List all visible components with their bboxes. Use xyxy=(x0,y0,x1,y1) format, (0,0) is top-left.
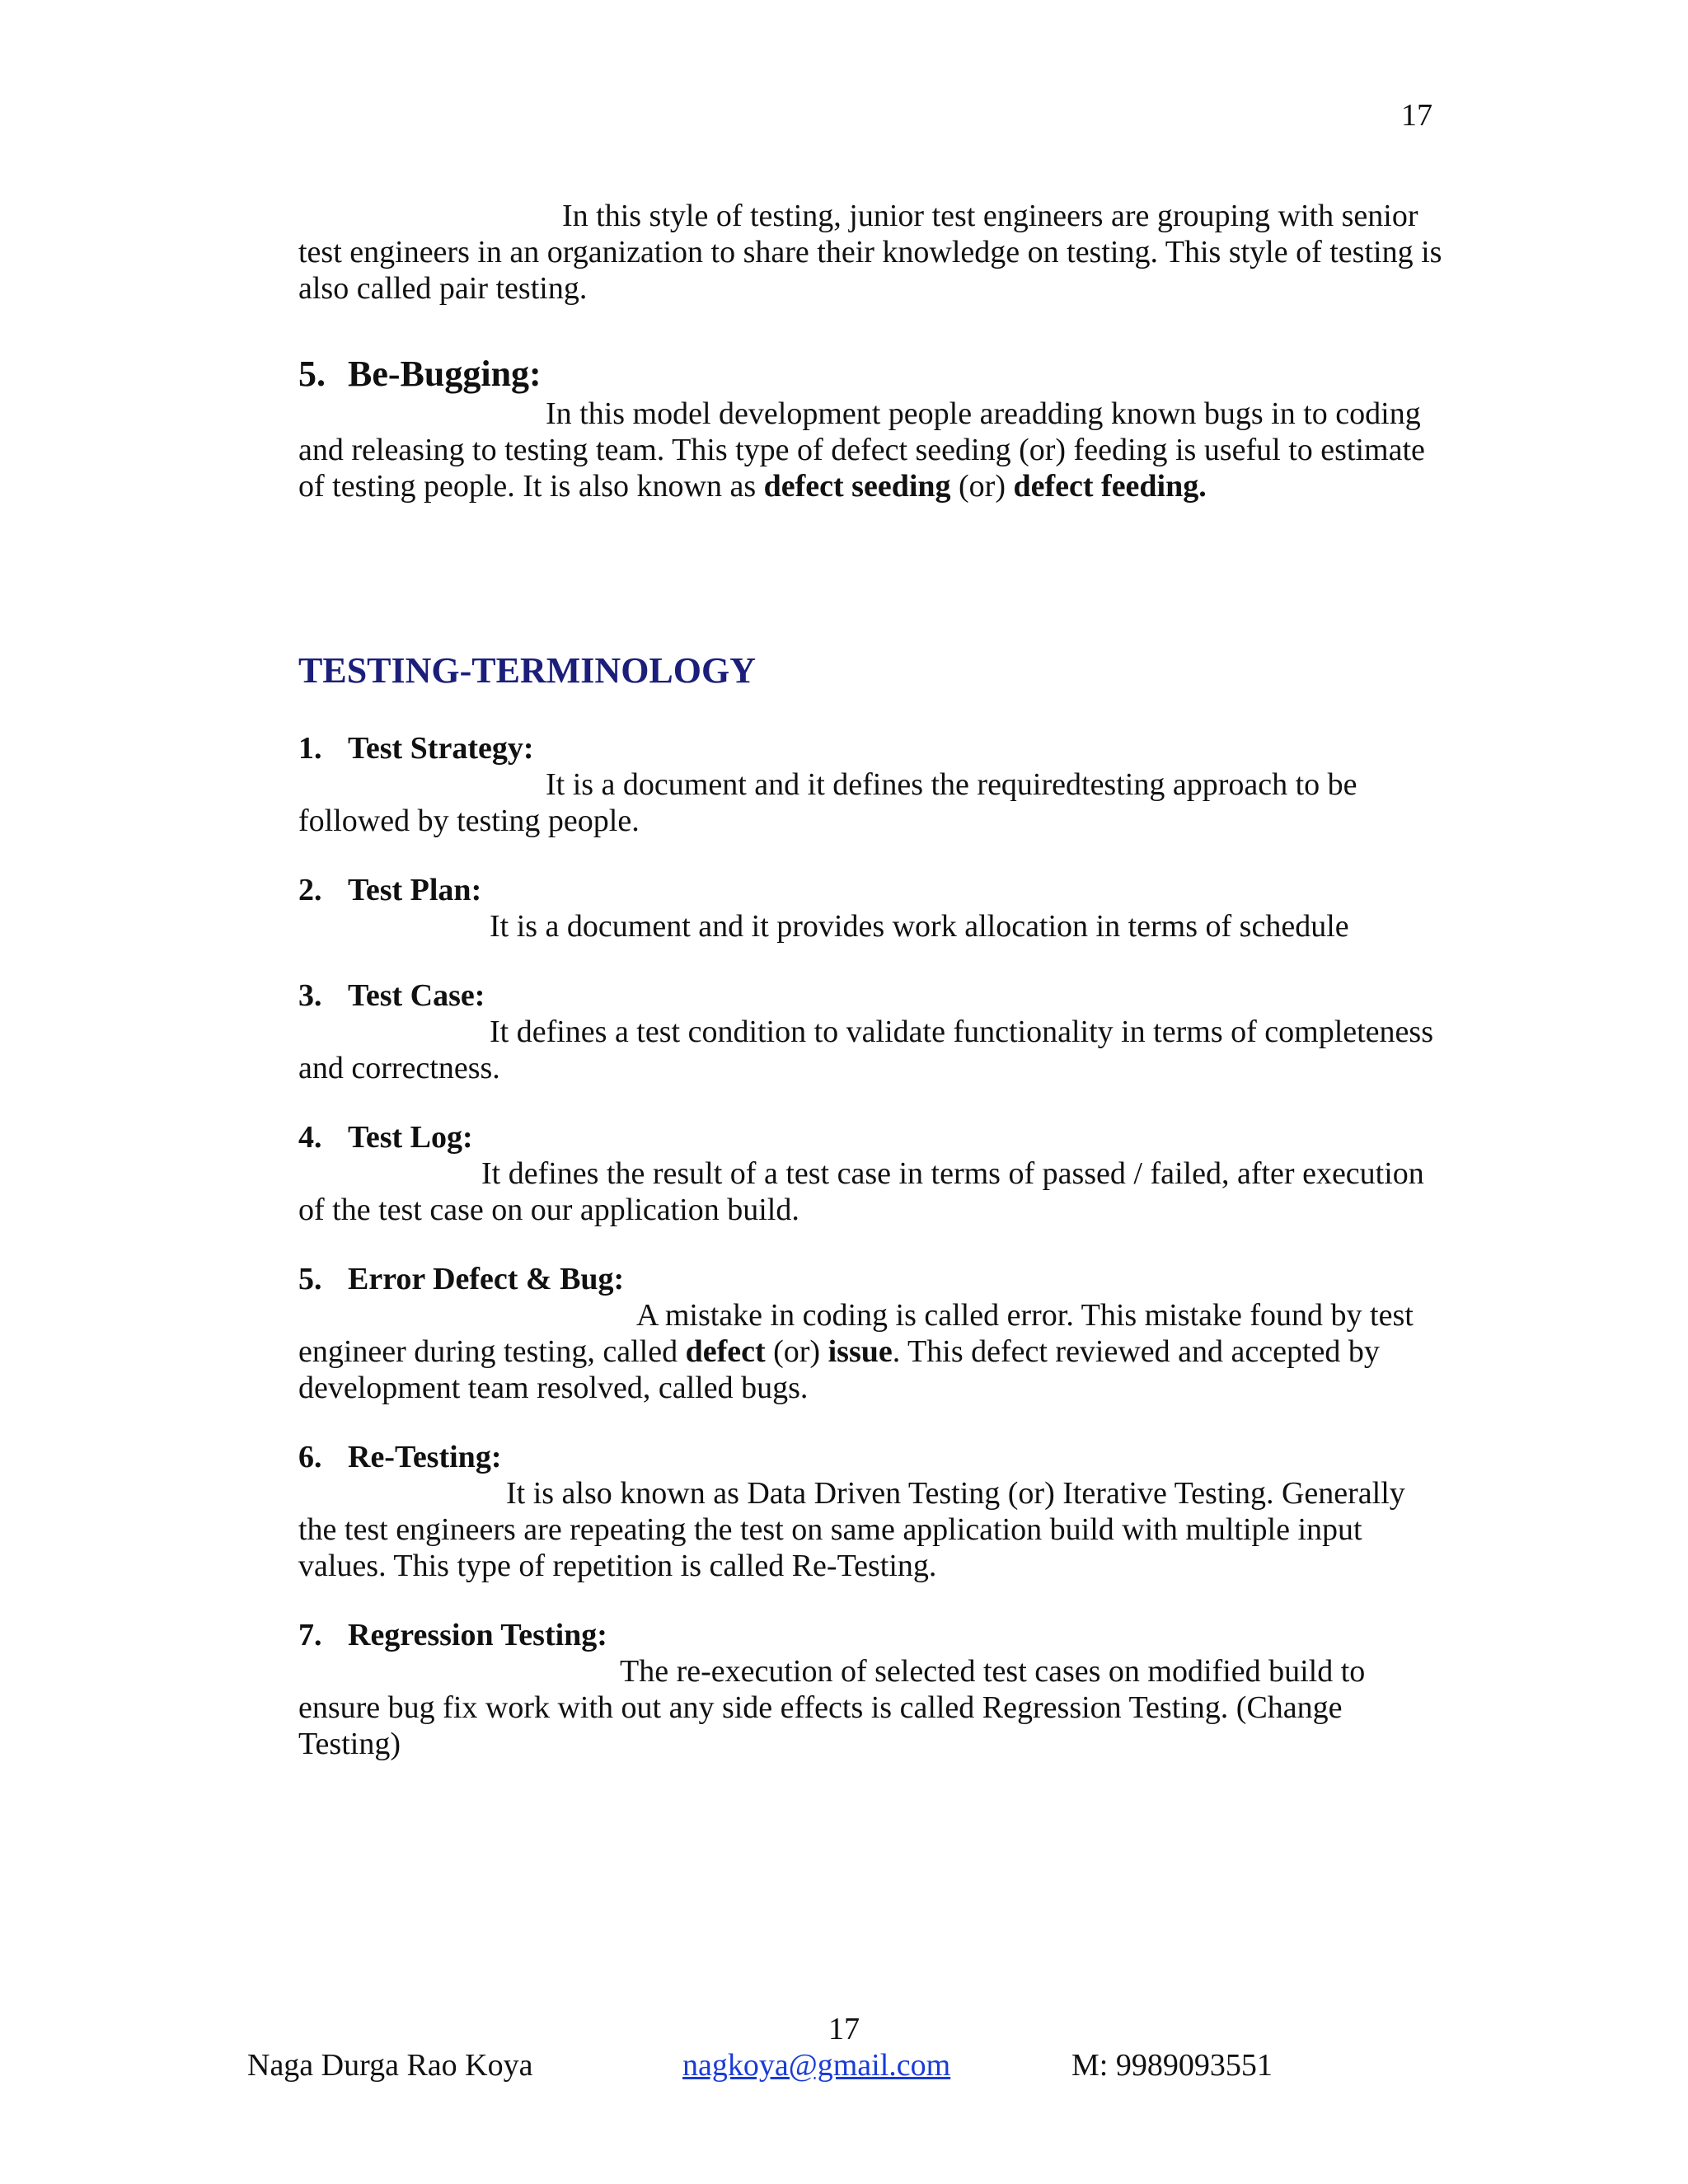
author-email-link[interactable]: nagkoya@gmail.com xyxy=(682,2048,951,2083)
bebugging-title: Be-Bugging: xyxy=(348,354,542,394)
term-line1: It is a document and it provides work allocation in terms of schedule xyxy=(490,909,1349,944)
term-heading xyxy=(298,872,1444,908)
term-heading xyxy=(298,1439,1444,1475)
term-number: 2. xyxy=(298,873,322,907)
footer-page-number: 17 xyxy=(828,2012,860,2046)
intro-rest: senior test engineers in an organization to share their knowledge on testing. This style of testing is also called pair testing. xyxy=(298,199,1442,306)
term-description xyxy=(298,1475,1444,1584)
term-title: Test Case: xyxy=(348,978,485,1013)
term-line1: It is also known as Data Driven Testing (or) Iterative Testing. xyxy=(506,1476,1274,1511)
term-rest-end: . This defect reviewed and accepted by development team resolved, called bugs. xyxy=(298,1334,1380,1405)
term-rest: completeness and correctness. xyxy=(298,1015,1433,1085)
author-mobile: M: 9989093551 xyxy=(1071,2048,1273,2083)
term-description xyxy=(298,908,1444,944)
bebugging-heading xyxy=(298,353,1444,396)
term-title: Test Log: xyxy=(348,1120,473,1155)
term-line1: The re-execution of selected test cases on modified build to xyxy=(620,1654,1366,1689)
term-title: Error Defect & Bug: xyxy=(348,1262,625,1296)
term-rest: test engineer during testing, called xyxy=(298,1298,1414,1369)
term-heading xyxy=(298,1617,1444,1653)
bebugging-bold-seeding: defect seeding xyxy=(763,469,951,504)
term-line1: It defines the result of a test case in terms of passed / failed, after xyxy=(481,1156,1295,1191)
bebugging-rest: coding and releasing to testing team. This type of defect seeding (or) feeding is useful to estimate of testing people. It is also known as xyxy=(298,396,1425,504)
term-or: (or) xyxy=(765,1334,828,1369)
term-title: Regression Testing: xyxy=(348,1618,607,1652)
term-rest: followed by testing people. xyxy=(298,804,640,838)
term-rest: Generally the test engineers are repeating the test on same application build with multiple input values. This type of repetition is called Re-Testing. xyxy=(298,1476,1405,1583)
bebugging-line1: In this model development people areadding known bugs in to xyxy=(546,396,1328,431)
term-line1: It defines a test condition to validate functionality in terms of xyxy=(490,1015,1257,1049)
term-description xyxy=(298,1014,1444,1086)
term-item xyxy=(298,730,1444,839)
term-heading xyxy=(298,1119,1444,1155)
term-item xyxy=(298,1119,1444,1228)
section-title: TESTING-TERMINOLOGY xyxy=(298,650,756,691)
term-heading xyxy=(298,1261,1444,1297)
term-title: Test Plan: xyxy=(348,873,482,907)
term-number: 7. xyxy=(298,1618,322,1652)
term-heading xyxy=(298,977,1444,1014)
term-item xyxy=(298,977,1444,1086)
bebugging-number: 5. xyxy=(298,354,326,394)
term-number: 6. xyxy=(298,1440,322,1474)
term-rest: execution of the test case on our application build. xyxy=(298,1156,1424,1227)
term-number: 1. xyxy=(298,731,322,766)
term-description xyxy=(298,1297,1444,1406)
term-item xyxy=(298,1439,1444,1584)
term-title: Re-Testing: xyxy=(348,1440,502,1474)
terminology-list xyxy=(298,730,1444,1762)
author-name: Naga Durga Rao Koya xyxy=(247,2048,533,2083)
intro-line1: In this style of testing, junior test engineers are grouping with xyxy=(562,199,1334,233)
term-item xyxy=(298,872,1444,944)
bebugging-bold-feeding: defect feeding. xyxy=(1013,469,1207,504)
bebugging-or: (or) xyxy=(950,469,1014,504)
term-heading xyxy=(298,730,1444,766)
term-item xyxy=(298,1617,1444,1762)
intro-paragraph xyxy=(298,198,1444,307)
term-item xyxy=(298,1261,1444,1406)
term-line1: A mistake in coding is called error. This mistake found by xyxy=(636,1298,1362,1333)
term-bold-defect: defect xyxy=(685,1334,766,1369)
term-line1: It is a document and it defines the requiredtesting approach to be xyxy=(546,767,1357,802)
bebugging-paragraph xyxy=(298,396,1444,504)
term-number: 5. xyxy=(298,1262,322,1296)
term-number: 3. xyxy=(298,978,322,1013)
term-bold-issue: issue xyxy=(828,1334,893,1369)
term-rest: ensure bug fix work with out any side effects is called Regression Testing. (Change Testing) xyxy=(298,1690,1343,1761)
term-description xyxy=(298,1653,1444,1762)
term-description xyxy=(298,1155,1444,1228)
page-content xyxy=(298,198,1444,1762)
page-number-top: 17 xyxy=(1401,98,1432,133)
term-title: Test Strategy: xyxy=(348,731,534,766)
term-description xyxy=(298,766,1444,839)
term-number: 4. xyxy=(298,1120,322,1155)
